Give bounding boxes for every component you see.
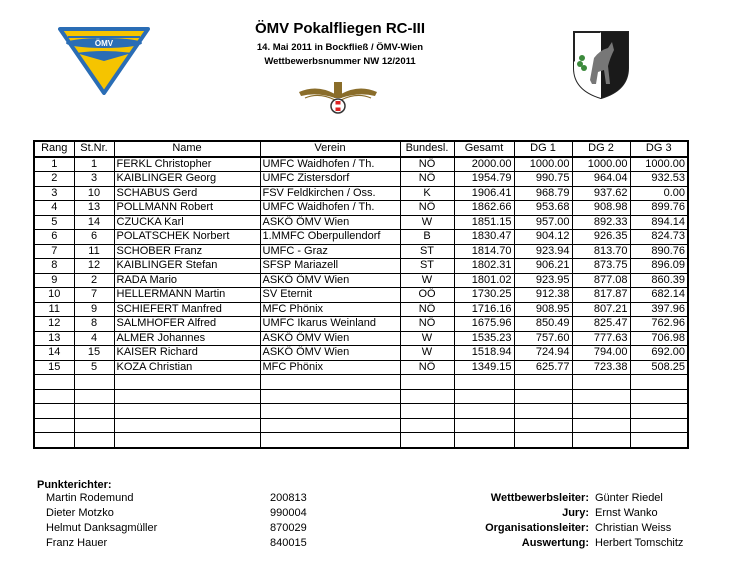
cell-verein: SV Eternit — [260, 288, 400, 303]
cell-name: POLLMANN Robert — [114, 201, 260, 216]
cell-rang: 1 — [34, 157, 74, 172]
cell-verein: FSV Feldkirchen / Oss. — [260, 186, 400, 201]
cell-rang: 9 — [34, 273, 74, 288]
table-row — [34, 230, 688, 245]
punkterichter-label: Punkterichter: — [37, 479, 112, 491]
cell-gesamt: 1906.41 — [454, 186, 514, 201]
empty-table-row — [34, 418, 688, 433]
table-row — [34, 360, 688, 375]
cell-startnummer: 15 — [74, 346, 114, 361]
empty-cell — [630, 375, 688, 390]
cell-dg2: 1000.00 — [572, 157, 630, 172]
oemv-logo-text: ÖMV — [94, 39, 114, 48]
cell-dg1: 990.75 — [514, 172, 572, 187]
empty-cell — [400, 404, 454, 419]
cell-dg3: 692.00 — [630, 346, 688, 361]
cell-dg1: 912.38 — [514, 288, 572, 303]
judge-name: Dieter Motzko — [46, 507, 114, 519]
cell-dg2: 877.08 — [572, 273, 630, 288]
empty-cell — [514, 375, 572, 390]
cell-bundesland: NÖ — [400, 157, 454, 172]
results-table — [33, 140, 689, 449]
cell-dg2: 794.00 — [572, 346, 630, 361]
cell-name: KAIBLINGER Stefan — [114, 259, 260, 274]
table-row — [34, 317, 688, 332]
cell-name: POLATSCHEK Norbert — [114, 230, 260, 245]
cell-gesamt: 1675.96 — [454, 317, 514, 332]
judge-number: 840015 — [270, 537, 307, 549]
cell-verein: UMFC Ikarus Weinland — [260, 317, 400, 332]
table-row — [34, 331, 688, 346]
cell-name: HELLERMANN Martin — [114, 288, 260, 303]
cell-dg1: 906.21 — [514, 259, 572, 274]
cell-dg3: 0.00 — [630, 186, 688, 201]
cell-verein: ASKÖ ÖMV Wien — [260, 331, 400, 346]
cell-verein: UMFC Zistersdorf — [260, 172, 400, 187]
cell-dg2: 964.04 — [572, 172, 630, 187]
cell-rang: 10 — [34, 288, 74, 303]
cell-dg3: 1000.00 — [630, 157, 688, 172]
cell-dg2: 892.33 — [572, 215, 630, 230]
cell-bundesland: NÖ — [400, 317, 454, 332]
event-date-location: 14. Mai 2011 in Bockfließ / ÖMV-Wien — [256, 42, 424, 53]
column-header-gesamt: Gesamt — [454, 141, 514, 157]
empty-cell — [454, 404, 514, 419]
results-body — [34, 157, 688, 448]
cell-name: KAISER Richard — [114, 346, 260, 361]
table-row — [34, 288, 688, 303]
cell-dg3: 894.14 — [630, 215, 688, 230]
cell-startnummer: 11 — [74, 244, 114, 259]
empty-cell — [572, 433, 630, 448]
cell-name: SCHOBER Franz — [114, 244, 260, 259]
cell-verein: UMFC Waidhofen / Th. — [260, 157, 400, 172]
empty-cell — [572, 389, 630, 404]
empty-cell — [260, 375, 400, 390]
cell-dg2: 937.62 — [572, 186, 630, 201]
empty-table-row — [34, 404, 688, 419]
cell-startnummer: 5 — [74, 360, 114, 375]
cell-dg1: 724.94 — [514, 346, 572, 361]
column-header-startnummer: St.Nr. — [74, 141, 114, 157]
cell-gesamt: 1730.25 — [454, 288, 514, 303]
cell-dg3: 762.96 — [630, 317, 688, 332]
empty-cell — [454, 389, 514, 404]
cell-dg2: 908.98 — [572, 201, 630, 216]
table-row — [34, 244, 688, 259]
cell-dg2: 723.38 — [572, 360, 630, 375]
cell-verein: ASKÖ ÖMV Wien — [260, 215, 400, 230]
empty-cell — [400, 433, 454, 448]
cell-dg2: 825.47 — [572, 317, 630, 332]
cell-rang: 11 — [34, 302, 74, 317]
empty-cell — [114, 418, 260, 433]
cell-name: SCHABUS Gerd — [114, 186, 260, 201]
cell-gesamt: 1535.23 — [454, 331, 514, 346]
table-row — [34, 157, 688, 172]
cell-gesamt: 1716.16 — [454, 302, 514, 317]
column-header-dg3: DG 3 — [630, 141, 688, 157]
cell-dg3: 899.76 — [630, 201, 688, 216]
cell-rang: 3 — [34, 186, 74, 201]
cell-gesamt: 1349.15 — [454, 360, 514, 375]
judge-number: 990004 — [270, 507, 307, 519]
empty-cell — [454, 375, 514, 390]
official-name: Herbert Tomschitz — [595, 537, 684, 549]
empty-table-row — [34, 433, 688, 448]
empty-cell — [572, 418, 630, 433]
cell-startnummer: 8 — [74, 317, 114, 332]
cell-gesamt: 1830.47 — [454, 230, 514, 245]
cell-bundesland: ST — [400, 244, 454, 259]
official-role: Wettbewerbsleiter: — [490, 492, 589, 504]
cell-dg1: 968.79 — [514, 186, 572, 201]
cell-startnummer: 13 — [74, 201, 114, 216]
empty-cell — [74, 433, 114, 448]
empty-cell — [572, 404, 630, 419]
coat-of-arms-icon — [570, 28, 632, 100]
cell-dg3: 706.98 — [630, 331, 688, 346]
cell-rang: 13 — [34, 331, 74, 346]
empty-cell — [454, 433, 514, 448]
cell-dg2: 777.63 — [572, 331, 630, 346]
cell-dg1: 957.00 — [514, 215, 572, 230]
page-title: ÖMV Pokalfliegen RC-III — [254, 20, 426, 37]
cell-dg1: 923.94 — [514, 244, 572, 259]
cell-startnummer: 4 — [74, 331, 114, 346]
cell-dg2: 813.70 — [572, 244, 630, 259]
cell-rang: 7 — [34, 244, 74, 259]
cell-dg1: 923.95 — [514, 273, 572, 288]
cell-gesamt: 1862.66 — [454, 201, 514, 216]
page-header — [0, 0, 749, 135]
cell-rang: 6 — [34, 230, 74, 245]
empty-cell — [400, 375, 454, 390]
table-row — [34, 346, 688, 361]
cell-name: SCHIEFERT Manfred — [114, 302, 260, 317]
table-row — [34, 172, 688, 187]
empty-cell — [114, 389, 260, 404]
cell-bundesland: OÖ — [400, 288, 454, 303]
cell-verein: SFSP Mariazell — [260, 259, 400, 274]
empty-cell — [114, 433, 260, 448]
empty-cell — [630, 404, 688, 419]
official-role: Jury: — [562, 507, 589, 519]
cell-dg1: 1000.00 — [514, 157, 572, 172]
cell-name: SALMHOFER Alfred — [114, 317, 260, 332]
cell-name: ALMER Johannes — [114, 331, 260, 346]
official-name: Günter Riedel — [595, 492, 663, 504]
column-header-bundesland: Bundesl. — [400, 141, 454, 157]
cell-dg2: 873.75 — [572, 259, 630, 274]
empty-cell — [74, 375, 114, 390]
cell-bundesland: ST — [400, 259, 454, 274]
empty-cell — [114, 375, 260, 390]
cell-gesamt: 2000.00 — [454, 157, 514, 172]
competition-number: Wettbewerbsnummer NW 12/2011 — [264, 56, 416, 67]
column-header-name: Name — [114, 141, 260, 157]
cell-gesamt: 1954.79 — [454, 172, 514, 187]
cell-rang: 5 — [34, 215, 74, 230]
cell-dg1: 757.60 — [514, 331, 572, 346]
cell-startnummer: 7 — [74, 288, 114, 303]
cell-bundesland: W — [400, 273, 454, 288]
empty-cell — [260, 418, 400, 433]
cell-dg3: 824.73 — [630, 230, 688, 245]
table-row — [34, 273, 688, 288]
cell-bundesland: K — [400, 186, 454, 201]
empty-cell — [260, 433, 400, 448]
empty-cell — [630, 433, 688, 448]
judge-name: Helmut Danksagmüller — [46, 522, 158, 534]
empty-cell — [400, 389, 454, 404]
cell-name: KAIBLINGER Georg — [114, 172, 260, 187]
cell-dg3: 682.14 — [630, 288, 688, 303]
cell-gesamt: 1802.31 — [454, 259, 514, 274]
judge-name: Franz Hauer — [46, 537, 108, 549]
empty-cell — [630, 418, 688, 433]
cell-verein: MFC Phönix — [260, 302, 400, 317]
table-row — [34, 201, 688, 216]
empty-cell — [34, 433, 74, 448]
table-row — [34, 302, 688, 317]
empty-cell — [34, 389, 74, 404]
empty-cell — [514, 389, 572, 404]
table-header-row — [34, 141, 688, 157]
cell-bundesland: W — [400, 331, 454, 346]
cell-gesamt: 1801.02 — [454, 273, 514, 288]
empty-cell — [74, 389, 114, 404]
empty-cell — [74, 418, 114, 433]
empty-cell — [514, 433, 572, 448]
cell-bundesland: W — [400, 346, 454, 361]
cell-verein: ASKÖ ÖMV Wien — [260, 346, 400, 361]
empty-cell — [34, 418, 74, 433]
cell-gesamt: 1814.70 — [454, 244, 514, 259]
empty-table-row — [34, 389, 688, 404]
column-header-dg1: DG 1 — [514, 141, 572, 157]
cell-gesamt: 1518.94 — [454, 346, 514, 361]
cell-startnummer: 14 — [74, 215, 114, 230]
cell-dg3: 896.09 — [630, 259, 688, 274]
cell-dg1: 850.49 — [514, 317, 572, 332]
official-name: Ernst Wanko — [595, 507, 658, 519]
empty-cell — [514, 404, 572, 419]
cell-dg3: 932.53 — [630, 172, 688, 187]
cell-startnummer: 2 — [74, 273, 114, 288]
cell-dg1: 625.77 — [514, 360, 572, 375]
cell-name: KOZA Christian — [114, 360, 260, 375]
cell-verein: ASKÖ ÖMV Wien — [260, 273, 400, 288]
cell-startnummer: 1 — [74, 157, 114, 172]
empty-cell — [34, 375, 74, 390]
cell-dg2: 926.35 — [572, 230, 630, 245]
empty-cell — [630, 389, 688, 404]
cell-verein: UMFC Waidhofen / Th. — [260, 201, 400, 216]
cell-verein: MFC Phönix — [260, 360, 400, 375]
cell-verein: 1.MMFC Oberpullendorf — [260, 230, 400, 245]
cell-startnummer: 12 — [74, 259, 114, 274]
official-role: Auswertung: — [521, 537, 589, 549]
empty-cell — [260, 389, 400, 404]
table-row — [34, 186, 688, 201]
judge-number: 870029 — [270, 522, 307, 534]
cell-name: CZUCKA Karl — [114, 215, 260, 230]
empty-cell — [260, 404, 400, 419]
empty-cell — [34, 404, 74, 419]
empty-cell — [400, 418, 454, 433]
cell-startnummer: 10 — [74, 186, 114, 201]
table-row — [34, 215, 688, 230]
cell-dg3: 508.25 — [630, 360, 688, 375]
cell-rang: 14 — [34, 346, 74, 361]
empty-cell — [74, 404, 114, 419]
cell-verein: UMFC - Graz — [260, 244, 400, 259]
judge-number: 200813 — [270, 492, 307, 504]
cell-dg3: 397.96 — [630, 302, 688, 317]
cell-dg1: 904.12 — [514, 230, 572, 245]
cell-rang: 2 — [34, 172, 74, 187]
cell-dg3: 860.39 — [630, 273, 688, 288]
cell-bundesland: B — [400, 230, 454, 245]
column-header-dg2: DG 2 — [572, 141, 630, 157]
cell-name: RADA Mario — [114, 273, 260, 288]
cell-dg1: 908.95 — [514, 302, 572, 317]
cell-gesamt: 1851.15 — [454, 215, 514, 230]
cell-startnummer: 6 — [74, 230, 114, 245]
column-header-rang: Rang — [34, 141, 74, 157]
empty-cell — [114, 404, 260, 419]
judge-name: Martin Rodemund — [46, 492, 134, 504]
cell-rang: 4 — [34, 201, 74, 216]
empty-cell — [514, 418, 572, 433]
cell-bundesland: NÖ — [400, 360, 454, 375]
winged-emblem-icon — [297, 78, 379, 120]
empty-table-row — [34, 375, 688, 390]
cell-startnummer: 3 — [74, 172, 114, 187]
cell-bundesland: NÖ — [400, 302, 454, 317]
cell-rang: 8 — [34, 259, 74, 274]
official-role: Organisationsleiter: — [485, 522, 589, 534]
cell-startnummer: 9 — [74, 302, 114, 317]
cell-dg1: 953.68 — [514, 201, 572, 216]
cell-bundesland: NÖ — [400, 172, 454, 187]
table-row — [34, 259, 688, 274]
column-header-verein: Verein — [260, 141, 400, 157]
cell-dg3: 890.76 — [630, 244, 688, 259]
official-name: Christian Weiss — [595, 522, 672, 534]
cell-dg2: 817.87 — [572, 288, 630, 303]
cell-rang: 12 — [34, 317, 74, 332]
cell-bundesland: NÖ — [400, 201, 454, 216]
cell-dg2: 807.21 — [572, 302, 630, 317]
cell-rang: 15 — [34, 360, 74, 375]
cell-name: FERKL Christopher — [114, 157, 260, 172]
cell-bundesland: W — [400, 215, 454, 230]
empty-cell — [572, 375, 630, 390]
empty-cell — [454, 418, 514, 433]
